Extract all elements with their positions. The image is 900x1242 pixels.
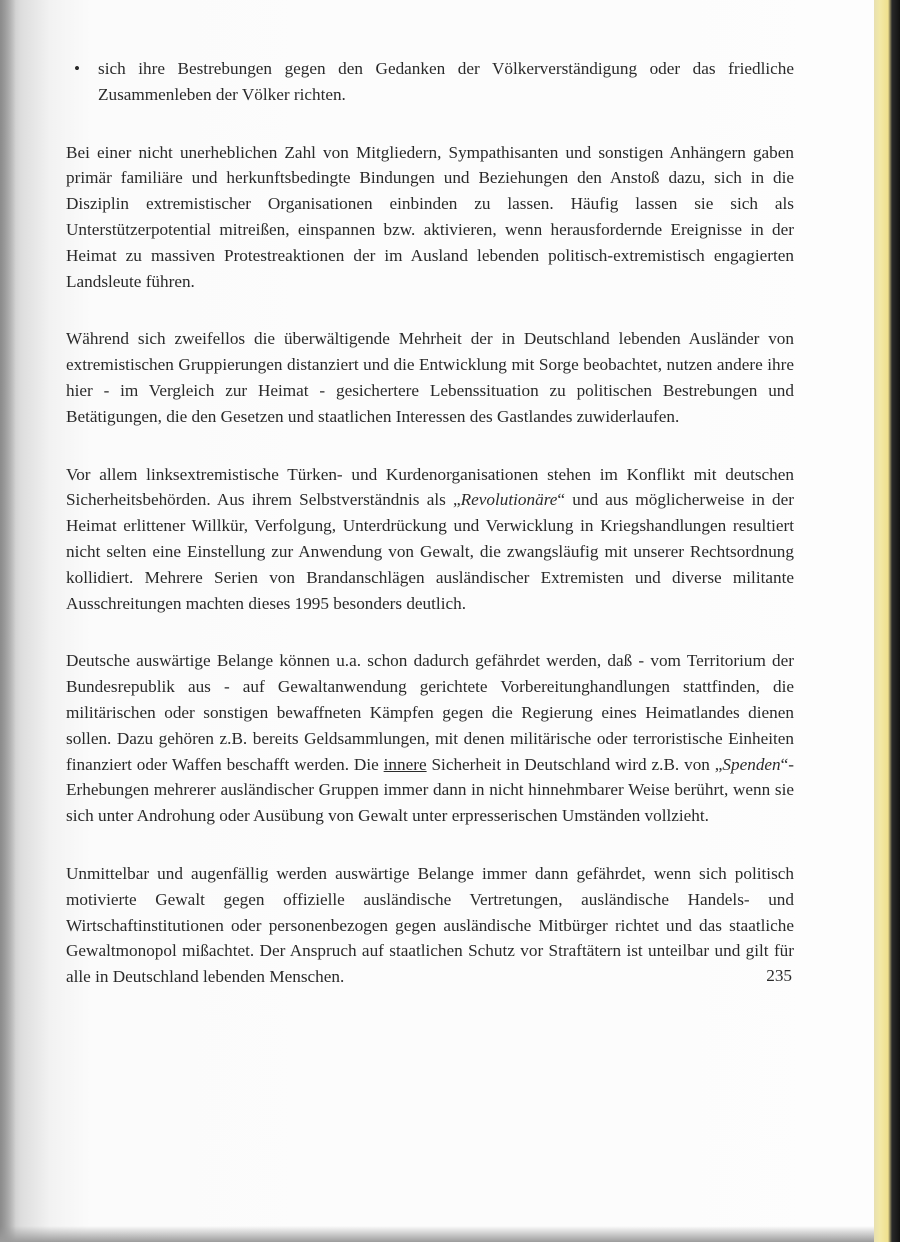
- paragraph-5: [66, 861, 794, 990]
- paragraph-text: Unmittelbar und augenfällig werden auswärtige Belange immer dann gefährdet, wenn sich politisch motivierte Gewalt gegen offizielle ausländische Vertretungen, ausländische Handels- und Wirtschaftinstitutionen oder personenbezogen gegen ausländische Mitbürger richtet und das staatliche Gewaltmonopol mißachtet. Der Anspruch auf staatlichen Schutz vor Straftätern ist unteilbar und gilt für alle in Deutschland lebenden Menschen.: [66, 863, 794, 987]
- italic-term: Revolutionäre: [460, 490, 558, 510]
- page-edge: [874, 0, 900, 1242]
- paragraph-1: [66, 140, 794, 295]
- page-number: 235: [766, 966, 792, 985]
- page-body: [66, 56, 794, 1022]
- paragraph-text: Bei einer nicht unerheblichen Zahl von Mitgliedern, Sympathisanten und sonstigen Anhängern gaben primär familiäre und herkunftsbedingte Bindungen und Beziehungen den Anstoß dazu, sich in die Disziplin extremistischer Organisationen einbinden zu lassen. Häufig lassen sie sich als Unterstützerpotential mitreißen, einspannen bzw. aktivieren, wenn herausfordernde Ereignisse in der Heimat zu massiven Protestreaktionen der im Ausland lebenden politisch-extremistisch engagierten Landsleute führen.: [66, 142, 794, 291]
- paragraph-text: “ und aus möglicherweise in der Heimat erlittener Willkür, Verfolgung, Unterdrückung und Verwicklung in Kriegshandlungen resultiert nicht selten eine Einstellung zur Anwendung von Gewalt, die zwangsläufig mit unserer Rechtsordnung kollidiert. Mehrere Serien von Brandanschlägen ausländischer Extremisten und diverse militante Ausschreitungen machten dieses 1995 besonders deutlich.: [66, 490, 795, 613]
- paragraph-3: [66, 462, 794, 617]
- paragraph-4: [66, 648, 794, 829]
- paragraph-text: Deutsche auswärtige Belange können u.a. schon dadurch gefährdet werden, daß - vom Territorium der Bundesrepublik aus - auf Gewaltanwendung gerichtete Vorbereitunghandlungen stattfinden, die militärischen oder sonstigen bewaffneten Kämpfen gegen die Regierung eines Heimatlandes dienen sollen. Dazu gehören z.B. bereits Geldsammlungen, mit denen militärische oder terroristische Einheiten finanziert oder Waffen beschafft werden. Die: [66, 651, 794, 774]
- paragraph-text: Sicherheit in Deutschland wird z.B. von „: [426, 754, 723, 774]
- bullet-list-item: [66, 56, 794, 108]
- underlined-term: innere: [383, 754, 427, 774]
- paragraph-text: Während sich zweifellos die überwältigende Mehrheit der in Deutschland lebenden Ausländer von extremistischen Gruppierungen distanziert und die Entwicklung mit Sorge beobachtet, nutzen andere ihre hier - im Vergleich zur Heimat - gesichertere Lebenssituation zu politischen Bestrebungen und Betätigungen, die den Gesetzen und staatlichen Interessen des Gastlandes zuwiderlaufen.: [66, 329, 794, 426]
- bullet-text: sich ihre Bestrebungen gegen den Gedanken der Völkerverständigung oder das friedliche Zusammenleben der Völker richten.: [98, 59, 794, 104]
- italic-term: Spenden: [722, 754, 781, 774]
- paragraph-text: “- Erhebungen mehrerer ausländischer Gruppen immer dann in nicht hinnehmbarer Weise berührt, wenn sie sich unter Androhung oder Ausübung von Gewalt unter erpresserischen Umständen vollzieht.: [66, 754, 794, 826]
- paragraph-text: Vor allem linksextremistische Türken- und Kurdenorganisationen stehen im Konflikt mit deutschen Sicherheitsbehörden. Aus ihrem Selbstverständnis als „: [66, 464, 794, 510]
- paragraph-2: [66, 326, 794, 429]
- page-bottom-shadow: [0, 1226, 900, 1242]
- bullet-icon: •: [74, 59, 81, 78]
- book-spine-shadow: [0, 0, 16, 1242]
